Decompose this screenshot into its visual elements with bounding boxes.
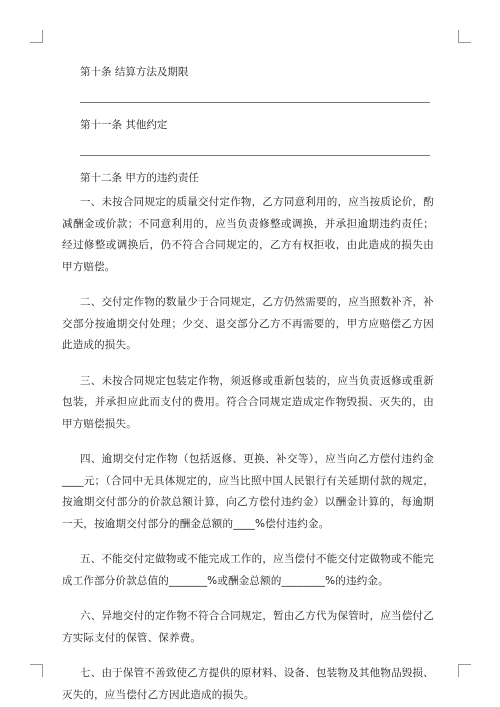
corner-mark-top-right: [458, 30, 471, 43]
clause-4: 四、逾期交付定作物（包括返修、更换、补交等），应当向乙方偿付违约金____元；（合同中无具体规定的，应当比照中国人民银行有关延期付款的规定，按逾期交付部分的价款总额计算，向乙方偿付违约金）以酬金计算的，每逾期一天，按逾期交付部分的酬金总额的____%偿付违约金。: [62, 453, 434, 530]
corner-mark-top-left: [30, 30, 43, 43]
clause-6: 六、异地交付的定作物不符合合同规定，暂由乙方代为保管时，应当偿付乙方实际支付的保管、保养费。: [62, 610, 434, 644]
clause-3: 三、未按合同规定包装定作物，须返修或重新包装的，应当负责返修或重新包装，并承担应此而支付的费用。符合合同规定造成定作物毁损、灭失的，由甲方赔偿损失。: [62, 374, 434, 430]
clause-2: 二、交付定作物的数量少于合同规定，乙方仍然需要的，应当照数补齐，补交部分按逾期交付处理；少交、退交部分乙方不再需要的，甲方应赔偿乙方因此造成的损失。: [62, 296, 434, 351]
article-12-title: 第十二条 甲方的违约责任: [80, 172, 199, 184]
article-10-title: 第十条 结算方法及期限: [80, 66, 189, 78]
clause-1: 一、未按合同规定的质量交付定作物，乙方同意利用的，应当按质论价，酌减酬金或价款；不同意利用的，应当负责修整或调换，并承担逾期违约责任；经过修整或调换后，仍不符合合同规定的，乙方有权拒收，由此造成的损失由甲方赔偿。: [62, 196, 434, 273]
article-11-title: 第十一条 其他约定: [80, 119, 168, 131]
clause-5: 五、不能交付定做物或不能完成工作的，应当偿付不能交付定做物或不能完成工作部分价款总值的_______%或酬金总额的________%的违约金。: [62, 553, 434, 587]
document-body: [62, 64, 434, 706]
clause-7: 七、由于保管不善致使乙方提供的原材料、设备、包装物及其他物品毁损、灭失的，应当偿付乙方因此造成的损失。: [62, 667, 434, 701]
corner-mark-bottom-left: [30, 664, 43, 677]
corner-mark-bottom-right: [458, 664, 471, 677]
